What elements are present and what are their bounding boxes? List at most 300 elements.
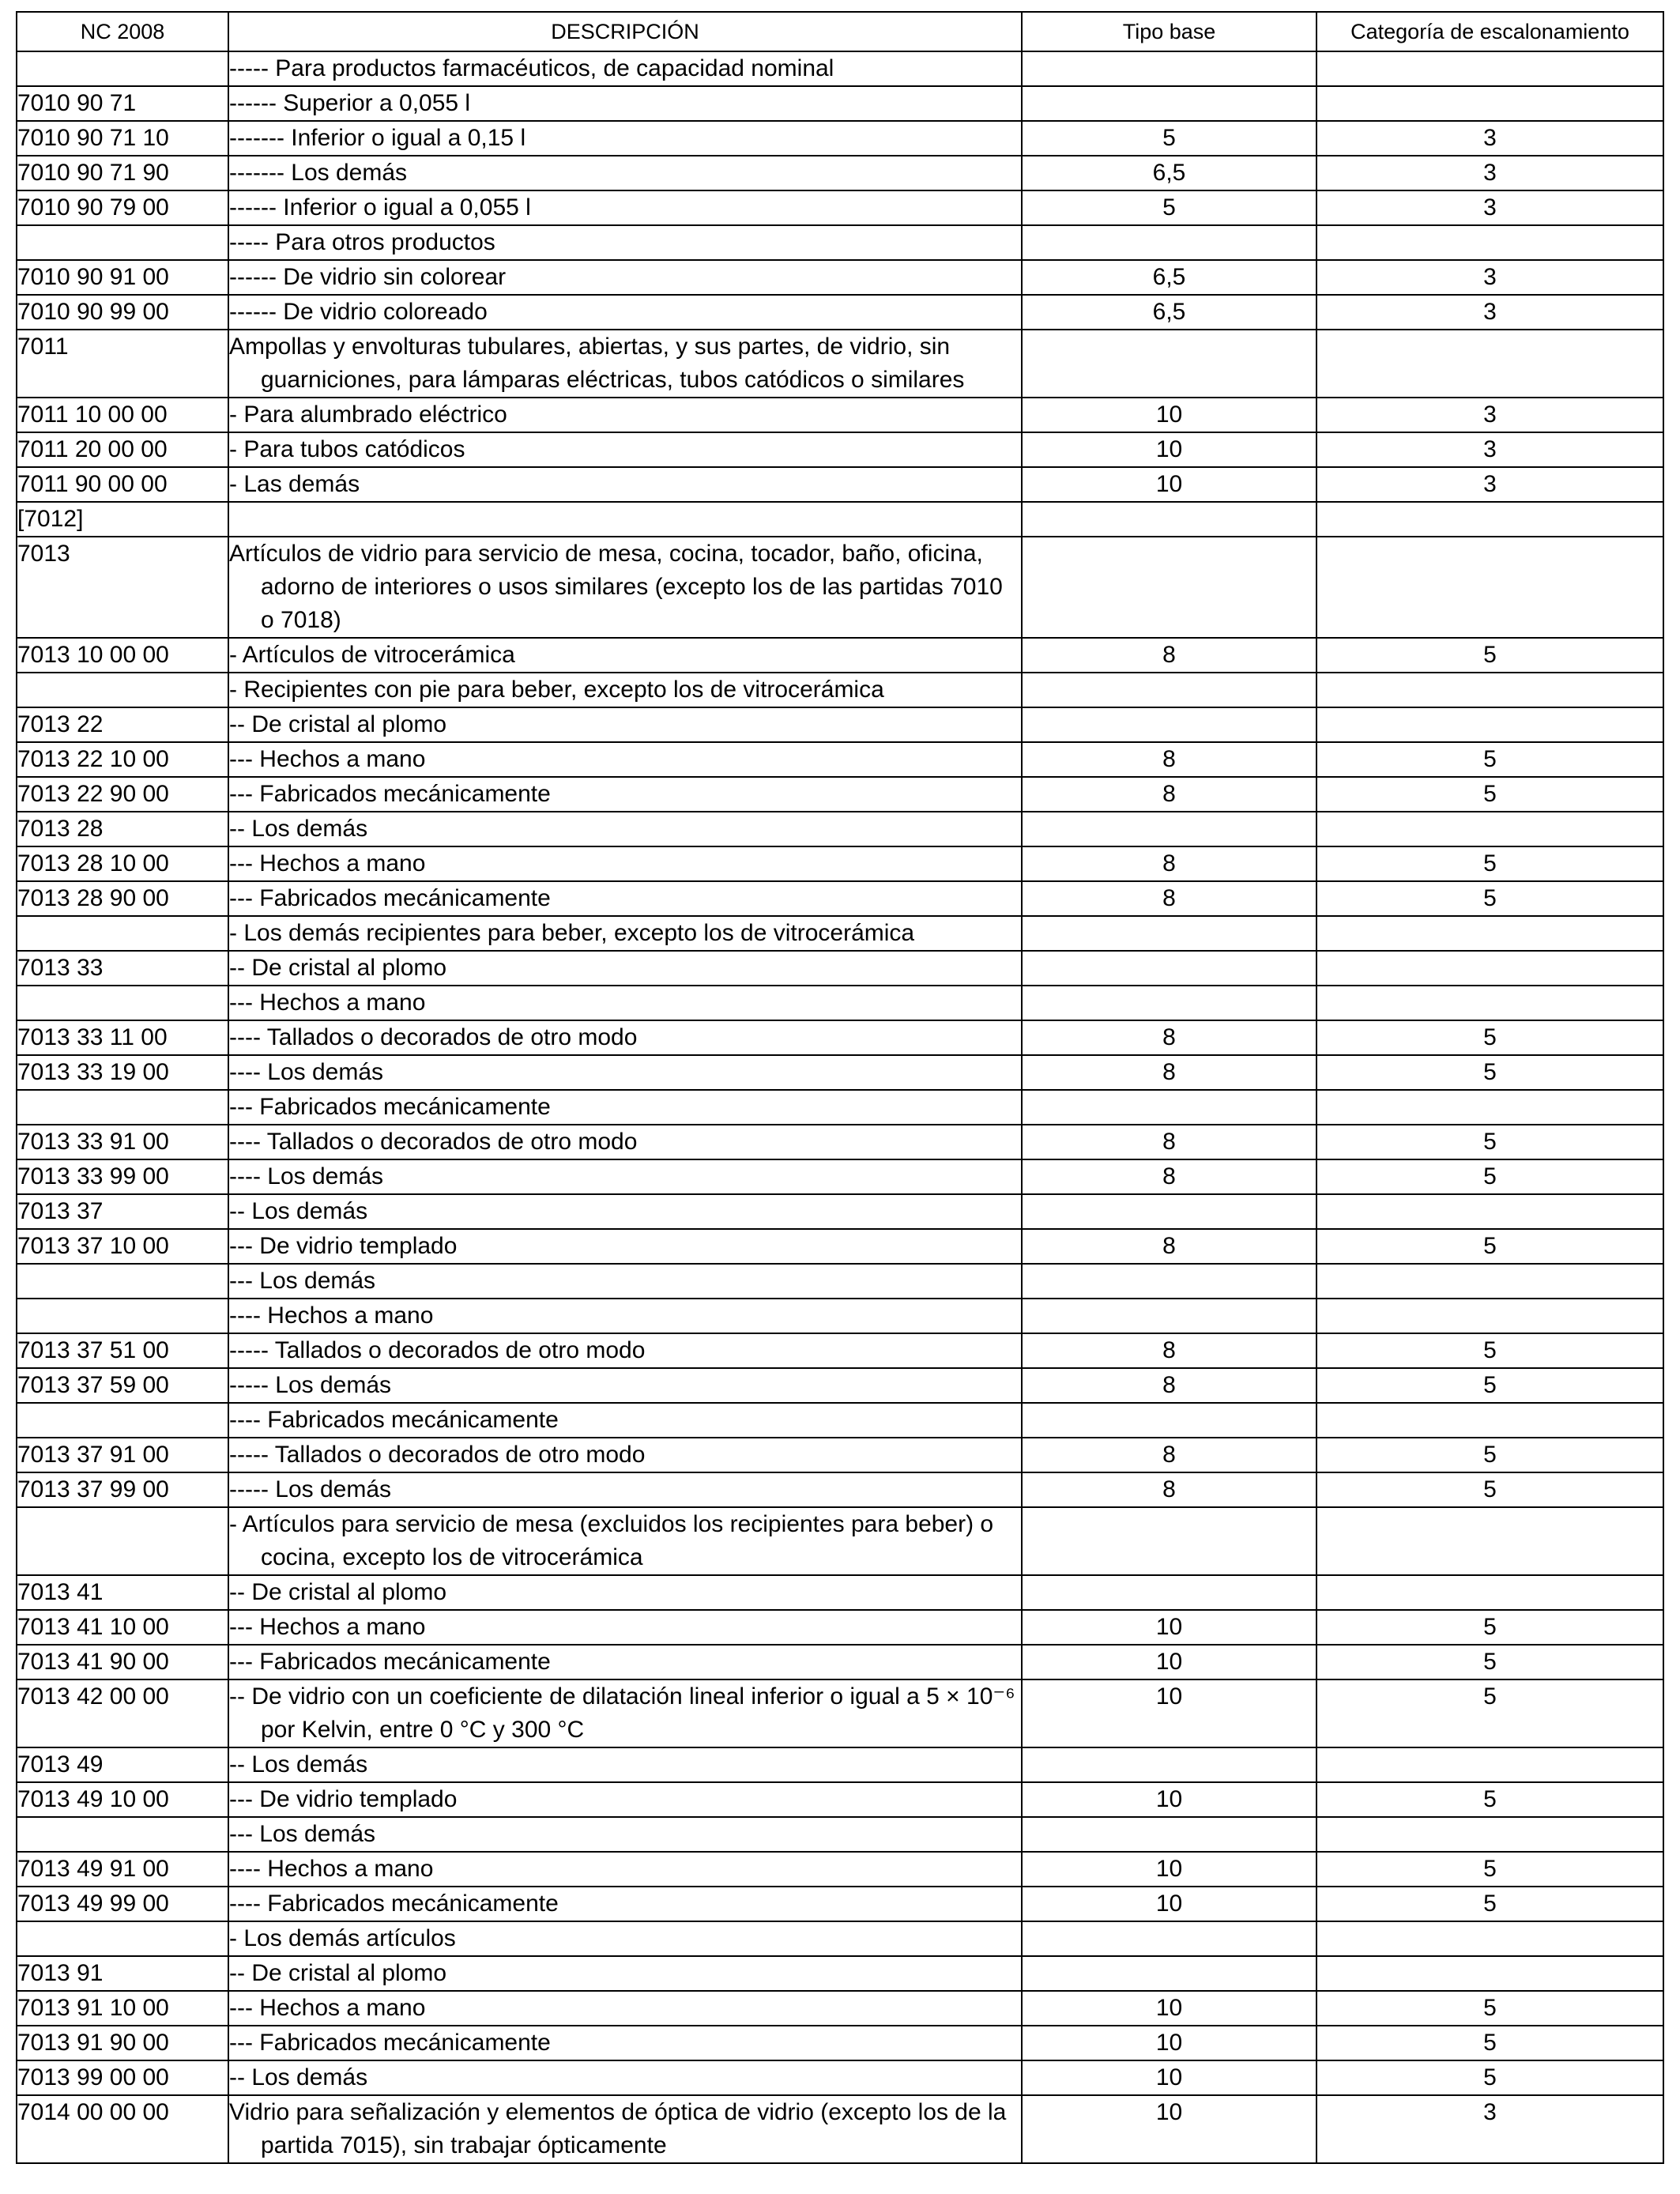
cell-staging-category: 5 bbox=[1317, 1368, 1663, 1403]
table-header bbox=[17, 12, 1663, 51]
cell-code: 7013 22 90 00 bbox=[17, 777, 228, 812]
cell-staging-category: 5 bbox=[1317, 1991, 1663, 2026]
table-row bbox=[17, 1229, 1663, 1264]
cell-staging-category: 3 bbox=[1317, 121, 1663, 156]
cell-staging-category bbox=[1317, 916, 1663, 951]
cell-code: 7011 20 00 00 bbox=[17, 432, 228, 467]
description-text: ---- Los demás bbox=[229, 1059, 384, 1085]
cell-base-rate: 8 bbox=[1022, 846, 1317, 881]
table-row bbox=[17, 398, 1663, 432]
cell-code: 7013 22 bbox=[17, 707, 228, 742]
cell-base-rate: 10 bbox=[1022, 432, 1317, 467]
cell-description bbox=[228, 2095, 1022, 2163]
cell-staging-category: 3 bbox=[1317, 398, 1663, 432]
description-text: ------- Los demás bbox=[229, 160, 408, 186]
cell-base-rate: 6,5 bbox=[1022, 260, 1317, 295]
table-row bbox=[17, 1403, 1663, 1438]
cell-code bbox=[17, 1264, 228, 1299]
cell-staging-category bbox=[1317, 812, 1663, 846]
table-row bbox=[17, 2095, 1663, 2163]
description-text: --- Hechos a mano bbox=[229, 850, 426, 876]
table-row bbox=[17, 330, 1663, 398]
cell-code bbox=[17, 51, 228, 86]
description-text: --- Hechos a mano bbox=[229, 746, 426, 772]
description-text: ------ De vidrio sin colorear bbox=[229, 264, 507, 290]
description-text: ------ Inferior o igual a 0,055 l bbox=[229, 194, 531, 221]
cell-staging-category: 5 bbox=[1317, 638, 1663, 673]
cell-code: 7011 10 00 00 bbox=[17, 398, 228, 432]
cell-staging-category bbox=[1317, 502, 1663, 537]
description-text: --- Hechos a mano bbox=[229, 1614, 426, 1640]
cell-description bbox=[228, 673, 1022, 707]
description-text: -- Los demás bbox=[229, 816, 368, 842]
table-row bbox=[17, 1956, 1663, 1991]
table-row bbox=[17, 295, 1663, 330]
cell-base-rate bbox=[1022, 225, 1317, 260]
cell-description bbox=[228, 881, 1022, 916]
table-row bbox=[17, 986, 1663, 1020]
cell-description bbox=[228, 1090, 1022, 1125]
cell-base-rate: 10 bbox=[1022, 2060, 1317, 2095]
cell-base-rate bbox=[1022, 951, 1317, 986]
cell-code: 7013 91 90 00 bbox=[17, 2026, 228, 2060]
cell-code: 7013 37 59 00 bbox=[17, 1368, 228, 1403]
cell-code: 7013 28 bbox=[17, 812, 228, 846]
cell-description bbox=[228, 86, 1022, 121]
cell-code: 7013 49 91 00 bbox=[17, 1852, 228, 1887]
cell-code: 7014 00 00 00 bbox=[17, 2095, 228, 2163]
table-row bbox=[17, 846, 1663, 881]
cell-base-rate: 8 bbox=[1022, 1229, 1317, 1264]
cell-code: 7013 42 00 00 bbox=[17, 1679, 228, 1747]
cell-description bbox=[228, 1956, 1022, 1991]
cell-code bbox=[17, 225, 228, 260]
cell-code: 7013 37 51 00 bbox=[17, 1333, 228, 1368]
cell-staging-category bbox=[1317, 225, 1663, 260]
cell-staging-category: 5 bbox=[1317, 2060, 1663, 2095]
cell-description bbox=[228, 1020, 1022, 1055]
table-row bbox=[17, 1299, 1663, 1333]
cell-code: 7013 33 11 00 bbox=[17, 1020, 228, 1055]
cell-staging-category: 5 bbox=[1317, 1333, 1663, 1368]
cell-base-rate: 10 bbox=[1022, 2095, 1317, 2163]
description-text: - Los demás recipientes para beber, excepto los de vitrocerámica bbox=[229, 920, 915, 946]
cell-code: 7013 33 91 00 bbox=[17, 1125, 228, 1159]
cell-code bbox=[17, 1817, 228, 1852]
cell-base-rate: 10 bbox=[1022, 1679, 1317, 1747]
cell-code: 7013 91 10 00 bbox=[17, 1991, 228, 2026]
cell-base-rate bbox=[1022, 1507, 1317, 1575]
description-text: --- De vidrio templado bbox=[229, 1233, 458, 1259]
cell-base-rate: 5 bbox=[1022, 121, 1317, 156]
description-text: - Artículos de vitrocerámica bbox=[229, 642, 515, 668]
cell-staging-category bbox=[1317, 1817, 1663, 1852]
description-text: - Los demás artículos bbox=[229, 1925, 456, 1951]
table-row bbox=[17, 1921, 1663, 1956]
cell-code: 7013 49 99 00 bbox=[17, 1887, 228, 1921]
description-text: ---- Fabricados mecánicamente bbox=[229, 1891, 559, 1917]
cell-code bbox=[17, 1507, 228, 1575]
cell-code: [7012] bbox=[17, 502, 228, 537]
cell-description bbox=[228, 225, 1022, 260]
cell-staging-category bbox=[1317, 537, 1663, 638]
cell-staging-category: 3 bbox=[1317, 295, 1663, 330]
cell-description bbox=[228, 1055, 1022, 1090]
cell-description bbox=[228, 295, 1022, 330]
cell-staging-category bbox=[1317, 1507, 1663, 1575]
cell-code: 7013 bbox=[17, 537, 228, 638]
cell-base-rate bbox=[1022, 1956, 1317, 1991]
description-text: ---- Hechos a mano bbox=[229, 1302, 434, 1329]
cell-description bbox=[228, 1921, 1022, 1956]
cell-description bbox=[228, 1852, 1022, 1887]
cell-description bbox=[228, 502, 1022, 537]
cell-description bbox=[228, 330, 1022, 398]
cell-base-rate: 8 bbox=[1022, 638, 1317, 673]
cell-base-rate: 8 bbox=[1022, 742, 1317, 777]
header-row bbox=[17, 12, 1663, 51]
cell-staging-category bbox=[1317, 1921, 1663, 1956]
cell-base-rate bbox=[1022, 1194, 1317, 1229]
description-text: -- De cristal al plomo bbox=[229, 1579, 447, 1605]
cell-base-rate: 10 bbox=[1022, 1887, 1317, 1921]
cell-description bbox=[228, 986, 1022, 1020]
cell-staging-category: 5 bbox=[1317, 1020, 1663, 1055]
cell-description bbox=[228, 916, 1022, 951]
cell-description bbox=[228, 638, 1022, 673]
table-row bbox=[17, 1887, 1663, 1921]
cell-description bbox=[228, 1782, 1022, 1817]
description-text: -- Los demás bbox=[229, 1751, 368, 1777]
cell-base-rate bbox=[1022, 537, 1317, 638]
cell-staging-category bbox=[1317, 1956, 1663, 1991]
cell-code: 7013 37 bbox=[17, 1194, 228, 1229]
cell-staging-category bbox=[1317, 707, 1663, 742]
cell-base-rate: 10 bbox=[1022, 1645, 1317, 1679]
table-row bbox=[17, 537, 1663, 638]
table-row bbox=[17, 1368, 1663, 1403]
cell-code bbox=[17, 916, 228, 951]
table-row bbox=[17, 1507, 1663, 1575]
header-code: NC 2008 bbox=[17, 12, 228, 51]
table-row bbox=[17, 467, 1663, 502]
cell-staging-category: 5 bbox=[1317, 881, 1663, 916]
description-text: Ampollas y envolturas tubulares, abiertas, y sus partes, de vidrio, sin guarniciones, para lámparas eléctricas, tubos catódicos o similares bbox=[229, 334, 965, 393]
description-text: --- Fabricados mecánicamente bbox=[229, 2030, 551, 2056]
description-text: - Para alumbrado eléctrico bbox=[229, 401, 507, 428]
table-row bbox=[17, 225, 1663, 260]
cell-base-rate bbox=[1022, 1264, 1317, 1299]
cell-base-rate bbox=[1022, 86, 1317, 121]
table-row bbox=[17, 951, 1663, 986]
cell-description bbox=[228, 260, 1022, 295]
table-row bbox=[17, 673, 1663, 707]
table-row bbox=[17, 260, 1663, 295]
table-row bbox=[17, 1472, 1663, 1507]
table-row bbox=[17, 916, 1663, 951]
cell-code bbox=[17, 986, 228, 1020]
table-row bbox=[17, 1679, 1663, 1747]
cell-staging-category: 5 bbox=[1317, 1229, 1663, 1264]
cell-description bbox=[228, 846, 1022, 881]
cell-staging-category bbox=[1317, 986, 1663, 1020]
description-text: --- Hechos a mano bbox=[229, 1995, 426, 2021]
description-text: - Las demás bbox=[229, 471, 360, 497]
cell-base-rate: 8 bbox=[1022, 1125, 1317, 1159]
cell-base-rate bbox=[1022, 812, 1317, 846]
table-row bbox=[17, 2060, 1663, 2095]
cell-description bbox=[228, 1438, 1022, 1472]
cell-code: 7010 90 71 bbox=[17, 86, 228, 121]
cell-base-rate bbox=[1022, 1403, 1317, 1438]
description-text: --- Los demás bbox=[229, 1821, 376, 1847]
description-text: -- De cristal al plomo bbox=[229, 711, 447, 737]
cell-staging-category: 5 bbox=[1317, 1852, 1663, 1887]
cell-code: 7013 33 bbox=[17, 951, 228, 986]
table-row bbox=[17, 51, 1663, 86]
cell-description bbox=[228, 1817, 1022, 1852]
cell-staging-category: 3 bbox=[1317, 190, 1663, 225]
header-staging-category: Categoría de escalonamiento bbox=[1317, 12, 1663, 51]
cell-staging-category bbox=[1317, 1403, 1663, 1438]
table-row bbox=[17, 881, 1663, 916]
table-row bbox=[17, 1264, 1663, 1299]
description-text: ---- Fabricados mecánicamente bbox=[229, 1407, 559, 1433]
document-page bbox=[16, 11, 1664, 2164]
cell-base-rate bbox=[1022, 502, 1317, 537]
cell-staging-category: 3 bbox=[1317, 156, 1663, 190]
cell-code: 7013 41 90 00 bbox=[17, 1645, 228, 1679]
cell-code: 7013 33 19 00 bbox=[17, 1055, 228, 1090]
cell-staging-category bbox=[1317, 86, 1663, 121]
cell-staging-category: 5 bbox=[1317, 1472, 1663, 1507]
cell-staging-category: 5 bbox=[1317, 777, 1663, 812]
cell-base-rate: 6,5 bbox=[1022, 295, 1317, 330]
cell-base-rate: 8 bbox=[1022, 1368, 1317, 1403]
cell-staging-category: 3 bbox=[1317, 2095, 1663, 2163]
cell-code: 7013 37 10 00 bbox=[17, 1229, 228, 1264]
table-row bbox=[17, 777, 1663, 812]
cell-code bbox=[17, 1921, 228, 1956]
description-text: ---- Tallados o decorados de otro modo bbox=[229, 1129, 638, 1155]
table-row bbox=[17, 1438, 1663, 1472]
cell-base-rate: 8 bbox=[1022, 1159, 1317, 1194]
table-row bbox=[17, 156, 1663, 190]
cell-base-rate: 8 bbox=[1022, 1438, 1317, 1472]
cell-code: 7013 28 10 00 bbox=[17, 846, 228, 881]
cell-description bbox=[228, 51, 1022, 86]
cell-staging-category: 5 bbox=[1317, 1610, 1663, 1645]
description-text: ---- Hechos a mano bbox=[229, 1856, 434, 1882]
cell-base-rate: 5 bbox=[1022, 190, 1317, 225]
cell-code: 7013 33 99 00 bbox=[17, 1159, 228, 1194]
header-description: DESCRIPCIÓN bbox=[228, 12, 1022, 51]
cell-staging-category: 5 bbox=[1317, 1679, 1663, 1747]
table-row bbox=[17, 1020, 1663, 1055]
cell-code: 7013 37 99 00 bbox=[17, 1472, 228, 1507]
table-row bbox=[17, 1610, 1663, 1645]
cell-staging-category bbox=[1317, 1299, 1663, 1333]
cell-base-rate: 8 bbox=[1022, 777, 1317, 812]
cell-description bbox=[228, 1125, 1022, 1159]
table-row bbox=[17, 1817, 1663, 1852]
description-text: ------ Superior a 0,055 l bbox=[229, 90, 471, 116]
cell-description bbox=[228, 1368, 1022, 1403]
cell-description bbox=[228, 467, 1022, 502]
description-text: --- De vidrio templado bbox=[229, 1786, 458, 1812]
cell-description bbox=[228, 1333, 1022, 1368]
cell-base-rate bbox=[1022, 51, 1317, 86]
cell-base-rate: 10 bbox=[1022, 1610, 1317, 1645]
cell-code: 7013 41 10 00 bbox=[17, 1610, 228, 1645]
cell-code: 7013 37 91 00 bbox=[17, 1438, 228, 1472]
cell-staging-category bbox=[1317, 51, 1663, 86]
description-text: --- Fabricados mecánicamente bbox=[229, 781, 551, 807]
header-base-rate: Tipo base bbox=[1022, 12, 1317, 51]
cell-base-rate: 10 bbox=[1022, 467, 1317, 502]
cell-base-rate bbox=[1022, 1299, 1317, 1333]
description-text: - Para tubos catódicos bbox=[229, 436, 465, 462]
cell-description bbox=[228, 1159, 1022, 1194]
cell-description bbox=[228, 121, 1022, 156]
table-row bbox=[17, 812, 1663, 846]
table-row bbox=[17, 2026, 1663, 2060]
cell-description bbox=[228, 1264, 1022, 1299]
description-text: ----- Tallados o decorados de otro modo bbox=[229, 1442, 646, 1468]
table-row bbox=[17, 1575, 1663, 1610]
cell-staging-category: 5 bbox=[1317, 1055, 1663, 1090]
description-text: ----- Para productos farmacéuticos, de capacidad nominal bbox=[229, 55, 834, 81]
cell-staging-category bbox=[1317, 1264, 1663, 1299]
cell-description bbox=[228, 398, 1022, 432]
cell-code: 7011 bbox=[17, 330, 228, 398]
cell-code: 7013 41 bbox=[17, 1575, 228, 1610]
cell-base-rate bbox=[1022, 916, 1317, 951]
cell-description bbox=[228, 777, 1022, 812]
cell-description bbox=[228, 812, 1022, 846]
table-row bbox=[17, 1159, 1663, 1194]
cell-staging-category: 3 bbox=[1317, 432, 1663, 467]
cell-staging-category: 5 bbox=[1317, 2026, 1663, 2060]
cell-code: 7010 90 71 90 bbox=[17, 156, 228, 190]
description-text: Artículos de vidrio para servicio de mesa, cocina, tocador, baño, oficina, adorno de interiores o usos similares (excepto los de las partidas 7010 o 7018) bbox=[229, 541, 1003, 633]
description-text: ---- Tallados o decorados de otro modo bbox=[229, 1024, 638, 1050]
cell-description bbox=[228, 1645, 1022, 1679]
cell-description bbox=[228, 1991, 1022, 2026]
table-row bbox=[17, 1333, 1663, 1368]
table-row bbox=[17, 1645, 1663, 1679]
cell-description bbox=[228, 156, 1022, 190]
cell-description bbox=[228, 190, 1022, 225]
cell-description bbox=[228, 1194, 1022, 1229]
cell-staging-category bbox=[1317, 1747, 1663, 1782]
cell-base-rate bbox=[1022, 1921, 1317, 1956]
cell-base-rate: 10 bbox=[1022, 2026, 1317, 2060]
table-row bbox=[17, 432, 1663, 467]
cell-code: 7013 22 10 00 bbox=[17, 742, 228, 777]
table-row bbox=[17, 1782, 1663, 1817]
cell-staging-category: 5 bbox=[1317, 1887, 1663, 1921]
cell-staging-category bbox=[1317, 330, 1663, 398]
cell-description bbox=[228, 951, 1022, 986]
description-text: ---- Los demás bbox=[229, 1163, 384, 1189]
cell-code: 7013 91 bbox=[17, 1956, 228, 1991]
cell-description bbox=[228, 2060, 1022, 2095]
cell-staging-category bbox=[1317, 1575, 1663, 1610]
cell-staging-category: 3 bbox=[1317, 260, 1663, 295]
cell-code: 7013 49 10 00 bbox=[17, 1782, 228, 1817]
cell-base-rate bbox=[1022, 1747, 1317, 1782]
cell-base-rate: 10 bbox=[1022, 1852, 1317, 1887]
cell-staging-category: 5 bbox=[1317, 1782, 1663, 1817]
cell-code: 7013 49 bbox=[17, 1747, 228, 1782]
cell-description bbox=[228, 537, 1022, 638]
cell-base-rate bbox=[1022, 1090, 1317, 1125]
cell-base-rate: 10 bbox=[1022, 398, 1317, 432]
cell-code bbox=[17, 1403, 228, 1438]
cell-staging-category: 5 bbox=[1317, 846, 1663, 881]
description-text: Vidrio para señalización y elementos de óptica de vidrio (excepto los de la partida 7015), sin trabajar ópticamente bbox=[229, 2099, 1007, 2158]
table-row bbox=[17, 742, 1663, 777]
cell-code: 7010 90 79 00 bbox=[17, 190, 228, 225]
table-row bbox=[17, 1852, 1663, 1887]
table-row bbox=[17, 1991, 1663, 2026]
description-text: -- De cristal al plomo bbox=[229, 955, 447, 981]
table-row bbox=[17, 1090, 1663, 1125]
table-row bbox=[17, 707, 1663, 742]
cell-description bbox=[228, 1507, 1022, 1575]
cell-staging-category: 5 bbox=[1317, 1645, 1663, 1679]
table-row bbox=[17, 502, 1663, 537]
cell-code bbox=[17, 1299, 228, 1333]
cell-base-rate bbox=[1022, 986, 1317, 1020]
description-text: - Recipientes con pie para beber, excepto los de vitrocerámica bbox=[229, 677, 884, 703]
cell-description bbox=[228, 1472, 1022, 1507]
cell-base-rate bbox=[1022, 1817, 1317, 1852]
cell-description bbox=[228, 1575, 1022, 1610]
cell-description bbox=[228, 1229, 1022, 1264]
description-text: ----- Para otros productos bbox=[229, 229, 495, 255]
cell-base-rate: 8 bbox=[1022, 1333, 1317, 1368]
cell-base-rate: 10 bbox=[1022, 1782, 1317, 1817]
table-row bbox=[17, 121, 1663, 156]
cell-base-rate: 6,5 bbox=[1022, 156, 1317, 190]
cell-staging-category: 5 bbox=[1317, 1125, 1663, 1159]
cell-description bbox=[228, 1747, 1022, 1782]
cell-description bbox=[228, 432, 1022, 467]
description-text: ----- Los demás bbox=[229, 1372, 392, 1398]
description-text: --- Hechos a mano bbox=[229, 990, 426, 1016]
cell-code: 7010 90 99 00 bbox=[17, 295, 228, 330]
table-row bbox=[17, 86, 1663, 121]
table-body bbox=[17, 51, 1663, 2163]
description-text: --- Fabricados mecánicamente bbox=[229, 1649, 551, 1675]
table-row bbox=[17, 190, 1663, 225]
table-row bbox=[17, 1194, 1663, 1229]
cell-staging-category bbox=[1317, 1194, 1663, 1229]
cell-code: 7013 28 90 00 bbox=[17, 881, 228, 916]
table-row bbox=[17, 1125, 1663, 1159]
cell-description bbox=[228, 1610, 1022, 1645]
cell-description bbox=[228, 2026, 1022, 2060]
cell-code: 7013 99 00 00 bbox=[17, 2060, 228, 2095]
description-text: - Artículos para servicio de mesa (excluidos los recipientes para beber) o cocina, excepto los de vitrocerámica bbox=[229, 1511, 994, 1570]
cell-description bbox=[228, 742, 1022, 777]
cell-base-rate: 8 bbox=[1022, 1472, 1317, 1507]
cell-base-rate bbox=[1022, 673, 1317, 707]
cell-code: 7010 90 71 10 bbox=[17, 121, 228, 156]
cell-staging-category bbox=[1317, 1090, 1663, 1125]
